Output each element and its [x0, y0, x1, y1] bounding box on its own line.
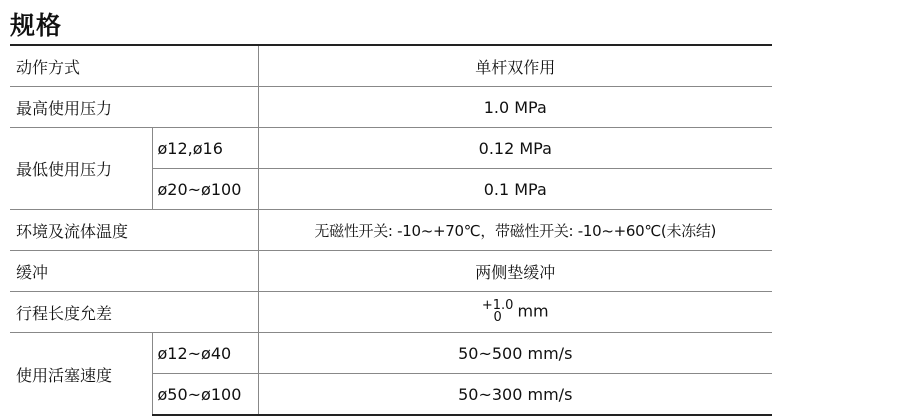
section-title: 规格: [10, 11, 63, 40]
table-row-stroke-tolerance: [10, 292, 772, 333]
row-value-min-pressure-2: 0.1 MPa: [258, 169, 772, 210]
row-value-speed-1: 50~500 mm/s: [258, 333, 772, 374]
row-label-cushion: 缓冲: [10, 251, 258, 292]
tolerance-unit: mm: [517, 301, 549, 321]
table-row-min-pressure-1: [10, 128, 772, 169]
row-value-action: 单杆双作用: [258, 45, 772, 87]
bore-min-pressure-1: ø12,ø16: [152, 128, 258, 169]
table-row-action: [10, 45, 772, 87]
tolerance-stack: [482, 300, 514, 324]
row-label-min-pressure: 最低使用压力: [10, 128, 152, 210]
row-value-cushion: 两侧垫缓冲: [258, 251, 772, 292]
row-value-stroke-tolerance: [258, 292, 772, 333]
table-row-speed-1: [10, 333, 772, 374]
row-value-max-pressure: 1.0 MPa: [258, 87, 772, 128]
row-value-min-pressure-1: 0.12 MPa: [258, 128, 772, 169]
row-label-stroke-tolerance: 行程长度允差: [10, 292, 258, 333]
table-row-cushion: [10, 251, 772, 292]
bore-speed-2: ø50~ø100: [152, 374, 258, 416]
spec-table: [10, 44, 772, 416]
row-label-action: 动作方式: [10, 45, 258, 87]
row-value-temperature: 无磁性开关: -10~+70℃，带磁性开关: -10~+60℃(未冻结): [258, 210, 772, 251]
bore-min-pressure-2: ø20~ø100: [152, 169, 258, 210]
row-label-speed: 使用活塞速度: [10, 333, 152, 416]
row-label-max-pressure: 最高使用压力: [10, 87, 258, 128]
tolerance-lower: 0: [493, 310, 502, 325]
table-row-max-pressure: [10, 87, 772, 128]
row-value-speed-2: 50~300 mm/s: [258, 374, 772, 416]
row-label-temperature: 环境及流体温度: [10, 210, 258, 251]
bore-speed-1: ø12~ø40: [152, 333, 258, 374]
table-row-temperature: [10, 210, 772, 251]
tolerance-upper: +1.0: [481, 298, 514, 313]
